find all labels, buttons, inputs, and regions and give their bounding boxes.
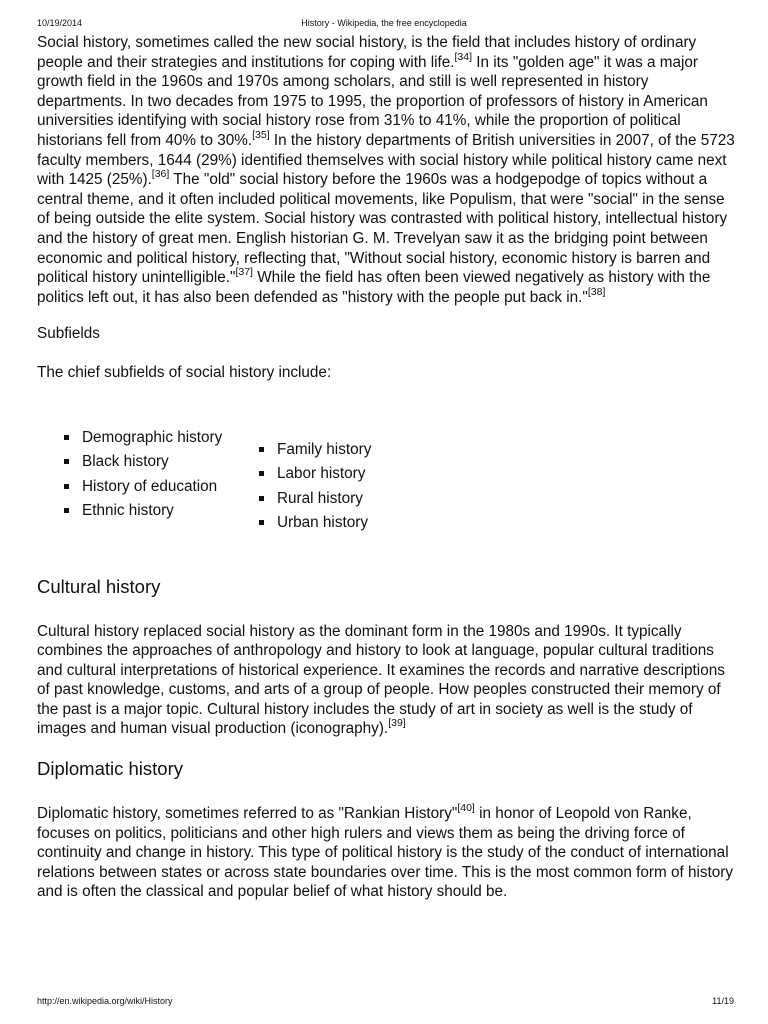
subfields-label: Subfields [37, 325, 100, 343]
bullet-icon [259, 447, 264, 452]
citation-link[interactable]: [35] [252, 128, 270, 141]
bullet-icon [64, 484, 69, 489]
bullet-icon [259, 496, 264, 501]
citation-link[interactable]: [40] [457, 801, 475, 814]
page-number: 11/19 [712, 996, 734, 1006]
list-item[interactable]: Ethnic history [64, 499, 224, 524]
cultural-history-paragraph: Cultural history replaced social history as the dominant form in the 1980s and 1990s. It typically combines the approaches of anthropology and history to look at language, popular cultural traditions and cultural interpretations of historical experience. It examines the records and narrative descriptions of past knowledge, customs, and arts of a group of people. How peoples constructed their memory of the past is a major topic. Cultural history includes the study of art in society as well is the study of images and human visual production (iconography).[39] [37, 622, 725, 738]
subfields-list-left [64, 426, 224, 524]
citation-link[interactable]: [34] [454, 50, 473, 63]
print-date: 10/19/2014 [37, 18, 83, 28]
bullet-icon [64, 435, 69, 440]
list-item[interactable]: Rural history [259, 487, 419, 512]
subfields-list-right [259, 438, 419, 536]
article-content [37, 33, 737, 902]
diplomatic-history-paragraph: Diplomatic history, sometimes referred to as "Rankian History"[40] in honor of Leopold von Ranke, focuses on politics, politicians and other high rulers and views them as being the driving force of continuity and change in history. This type of political history is the study of the conduct of international relations between states or across state boundaries over time. This is the most common form of history and is often the classical and popular belief of what history should be. [37, 801, 734, 901]
citation-link[interactable]: [36] [151, 168, 170, 181]
cultural-history-heading: Cultural history [37, 575, 161, 597]
bullet-icon [64, 459, 69, 464]
bullet-icon [64, 508, 69, 513]
diplomatic-history-heading: Diplomatic history [37, 758, 183, 780]
citation-link[interactable]: [38] [587, 285, 606, 298]
list-item[interactable]: Black history [64, 450, 224, 475]
print-header [0, 16, 768, 30]
bullet-icon [259, 471, 264, 476]
social-history-text-3: In the history departments of British universities in 2007, of the 5723 faculty members, 1644 (29%) identified themselves with social history while political history came next with 1425 (25%). [37, 131, 735, 189]
subfields-intro: The chief subfields of social history include: [37, 363, 332, 381]
subfields-list [37, 407, 737, 557]
list-item[interactable]: History of education [64, 475, 224, 500]
print-footer [0, 994, 768, 1008]
list-item[interactable]: Demographic history [64, 426, 224, 451]
social-history-text-1: Social history, sometimes called the new social history, is the field that includes history of ordinary people and their strategies and institutions for coping with life. [37, 34, 697, 71]
print-page-title: History - Wikipedia, the free encyclopedia [301, 18, 467, 28]
social-history-text-4: The "old" social history before the 1960s was a hodgepodge of topics without a central theme, and it often included political movements, like Populism, that were "social" in the sense of being outside the elite system. Social history was contrasted with political history, intellectual history and the history of great men. English historian G. M. Trevelyan saw it as the bridging point between economic and political history, reflecting that, "Without social history, economic history is barren and political history unintelligible." [37, 171, 728, 287]
social-history-text-5: While the field has often been viewed negatively as history with the politics left out, it has also been defended as "history with the people put back in." [37, 269, 711, 306]
list-item[interactable]: Labor history [259, 462, 419, 487]
list-item[interactable]: Urban history [259, 511, 419, 536]
social-history-text-2: In its "golden age" it was a major growth field in the 1960s and 1970s among scholars, and still is well represented in history departments. In two decades from 1975 to 1995, the proportion of professors of history in American universities identifying with social history rose from 31% to 41%, while the proportion of political historians fell from 40% to 30%. [37, 53, 708, 149]
list-item[interactable]: Family history [259, 438, 419, 463]
citation-link[interactable]: [39] [388, 717, 406, 730]
page-url[interactable]: http://en.wikipedia.org/wiki/History [37, 996, 173, 1006]
citation-link[interactable]: [37] [235, 266, 253, 279]
social-history-paragraph [37, 33, 737, 307]
bullet-icon [259, 520, 264, 525]
